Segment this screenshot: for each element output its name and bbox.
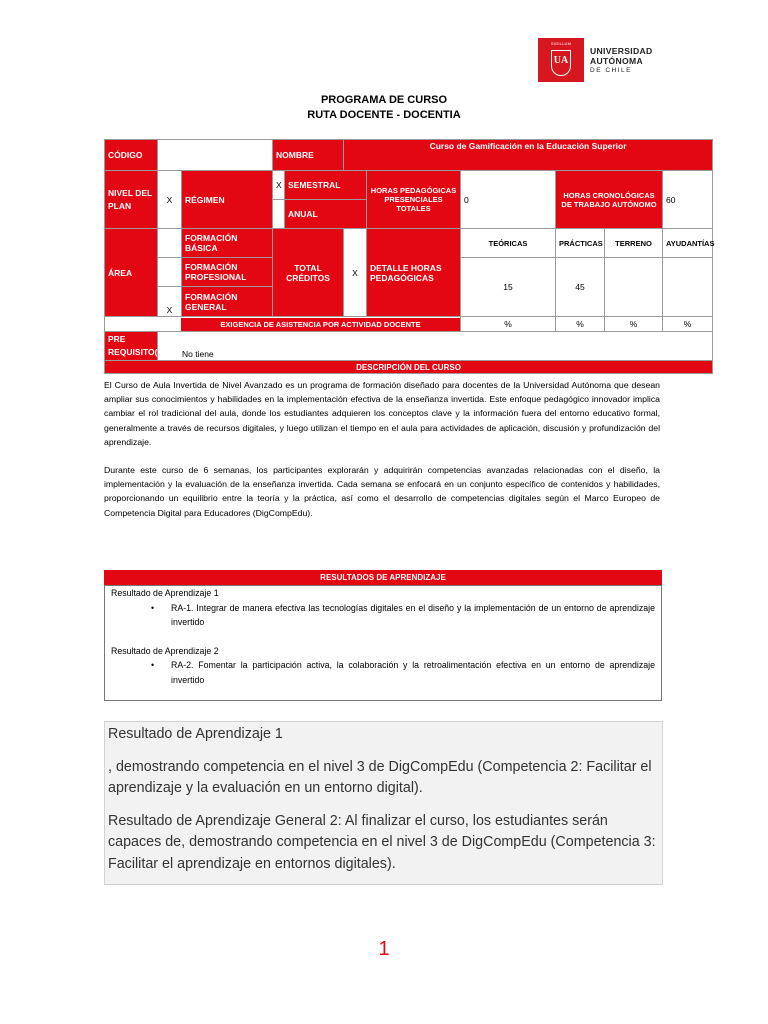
exigencia-label: EXIGENCIA DE ASISTENCIA POR ACTIVIDAD DOCENTE bbox=[181, 318, 460, 331]
learning-outcomes-box bbox=[104, 585, 662, 701]
nivel-label: NIVEL DEL PLAN bbox=[105, 171, 158, 229]
seal-top-text: SIGILLUM bbox=[550, 41, 572, 46]
pct-teoricas: % bbox=[461, 317, 556, 332]
ayudantias-label: AYUDANTÍAS bbox=[663, 229, 713, 258]
anual-label: ANUAL bbox=[285, 200, 367, 229]
formacion-profesional-label: FORMACIÓN PROFESIONAL bbox=[182, 258, 273, 287]
formacion-profesional-mark bbox=[158, 258, 182, 287]
document-subtitle: RUTA DOCENTE - DOCENTIA bbox=[307, 109, 461, 121]
horas-pedagogicas-value: 0 bbox=[461, 171, 556, 229]
prerequisito-label: PRE REQUISITO(S) bbox=[105, 332, 158, 361]
horas-pedagogicas-label: HORAS PEDAGÓGICAS PRESENCIALES TOTALES bbox=[367, 171, 461, 229]
logo-line-3: DE CHILE bbox=[590, 67, 632, 74]
bullet-icon: • bbox=[151, 602, 155, 613]
note-paragraph: , demostrando competencia en el nivel 3 de DigCompEdu (Competencia 2: Facilitar el aprendizaje y la evaluación en un entorno digital). bbox=[108, 758, 652, 796]
university-logo bbox=[538, 38, 662, 82]
note-paragraph: Resultado de Aprendizaje General 2: Al finalizar el curso, los estudiantes serán capaces de, demostrando competencia en el nivel 3 de DigCompEdu (Competencia 3: Facilitar el aprendizaje en entornos digitales). bbox=[108, 812, 656, 872]
outcome-item bbox=[105, 601, 661, 630]
horas-cronologicas-value: 60 bbox=[663, 171, 713, 229]
pct-terreno: % bbox=[605, 317, 663, 332]
total-creditos-label: TOTAL CRÉDITOS bbox=[273, 229, 344, 317]
outcome-text: RA-1. Integrar de manera efectiva las tecnologías digitales en el diseño y la implementación de un entorno de aprendizaje invertido bbox=[171, 602, 655, 627]
logo-line-1: UNIVERSIDAD bbox=[590, 46, 653, 56]
outcome-label: Resultado de Aprendizaje 2 bbox=[111, 645, 219, 656]
teoricas-label: TEÓRICAS bbox=[461, 229, 556, 258]
outcome-label: Resultado de Aprendizaje 1 bbox=[111, 588, 219, 598]
codigo-value bbox=[158, 140, 273, 171]
logo-line-2: AUTÓNOMA bbox=[590, 56, 644, 66]
nombre-label: NOMBRE bbox=[273, 140, 344, 171]
regimen-label: RÉGIMEN bbox=[182, 171, 273, 229]
resultados-header: RESULTADOS DE APRENDIZAJE bbox=[104, 570, 662, 585]
document-title: PROGRAMA DE CURSO bbox=[320, 94, 448, 106]
seal-text: UA bbox=[553, 55, 569, 66]
formacion-general-mark: X bbox=[158, 287, 182, 317]
outcomes-note-box bbox=[104, 721, 663, 885]
page-number: 1 bbox=[378, 938, 390, 960]
formacion-general-label: FORMACIÓN GENERAL bbox=[182, 287, 273, 317]
nombre-value: Curso de Gamificación en la Educación Superior bbox=[344, 140, 713, 171]
teoricas-value: 15 bbox=[461, 258, 556, 317]
terreno-value bbox=[605, 258, 663, 317]
formacion-basica-mark bbox=[158, 229, 182, 258]
note-heading: Resultado de Aprendizaje 1 bbox=[108, 726, 283, 742]
practicas-value: 45 bbox=[556, 258, 605, 317]
codigo-label: CÓDIGO bbox=[105, 140, 158, 171]
semestral-label: SEMESTRAL bbox=[285, 171, 367, 200]
nivel-mark: X bbox=[158, 171, 182, 229]
horas-cronologicas-label: HORAS CRONOLÓGICAS DE TRABAJO AUTÓNOMO bbox=[556, 171, 663, 229]
description-paragraph: Durante este curso de 6 semanas, los participantes explorarán y adquirirán competencias avanzadas relacionadas con el diseño, la implementación y la evaluación de la enseñanza invertida. Cada semana se enfocará en un conjunto específico de contenidos y habilidades, proporcionando un equilibrio entre la teoría y la práctica, así como el desarrollo de competencias digitales según el Marco Europeo de Competencia Digital para Educadores (DigCompEdu). bbox=[104, 465, 660, 518]
pct-ayudantias: % bbox=[663, 317, 713, 332]
pct-practicas: % bbox=[556, 317, 605, 332]
practicas-label: PRÁCTICAS bbox=[556, 229, 605, 258]
anual-mark bbox=[273, 200, 285, 229]
outcome-text: RA-2. Fomentar la participación activa, la colaboración y la retroalimentación efectiva en un entorno de aprendizaje invertido bbox=[171, 660, 655, 685]
detalle-horas-label: DETALLE HORAS PEDAGÓGICAS bbox=[367, 229, 461, 317]
descripcion-header: DESCRIPCIÓN DEL CURSO bbox=[105, 361, 713, 374]
outcome-item bbox=[105, 658, 661, 687]
prerequisito-value: No tiene bbox=[158, 332, 713, 361]
bullet-icon: • bbox=[151, 660, 155, 670]
description-paragraph: El Curso de Aula Invertida de Nivel Avanzado es un programa de formación diseñado para docentes de la Universidad Autónoma que desean ampliar sus conocimientos y habilidades en la implementación efectiva de la enseñanza invertida. Este enfoque pedagógico innovador implica cambiar el rol tradicional del aula, donde los estudiantes adquieren los conceptos clave y la información fuera del entorno educativo formal, generalmente a través de recursos digitales, y luego utilizan el tiempo en el aula para actividades de aplicación, discusión y profundización del aprendizaje. bbox=[104, 380, 660, 447]
ayudantias-value bbox=[663, 258, 713, 317]
total-creditos-mark: X bbox=[344, 229, 367, 317]
course-description bbox=[104, 378, 660, 534]
formacion-basica-label: FORMACIÓN BÁSICA bbox=[182, 229, 273, 258]
semestral-mark: X bbox=[273, 171, 285, 200]
area-label: ÁREA bbox=[105, 229, 158, 317]
terreno-label: TERRENO bbox=[605, 229, 663, 258]
program-table bbox=[104, 139, 713, 374]
ua-seal-icon bbox=[538, 38, 584, 82]
university-name bbox=[590, 38, 653, 82]
